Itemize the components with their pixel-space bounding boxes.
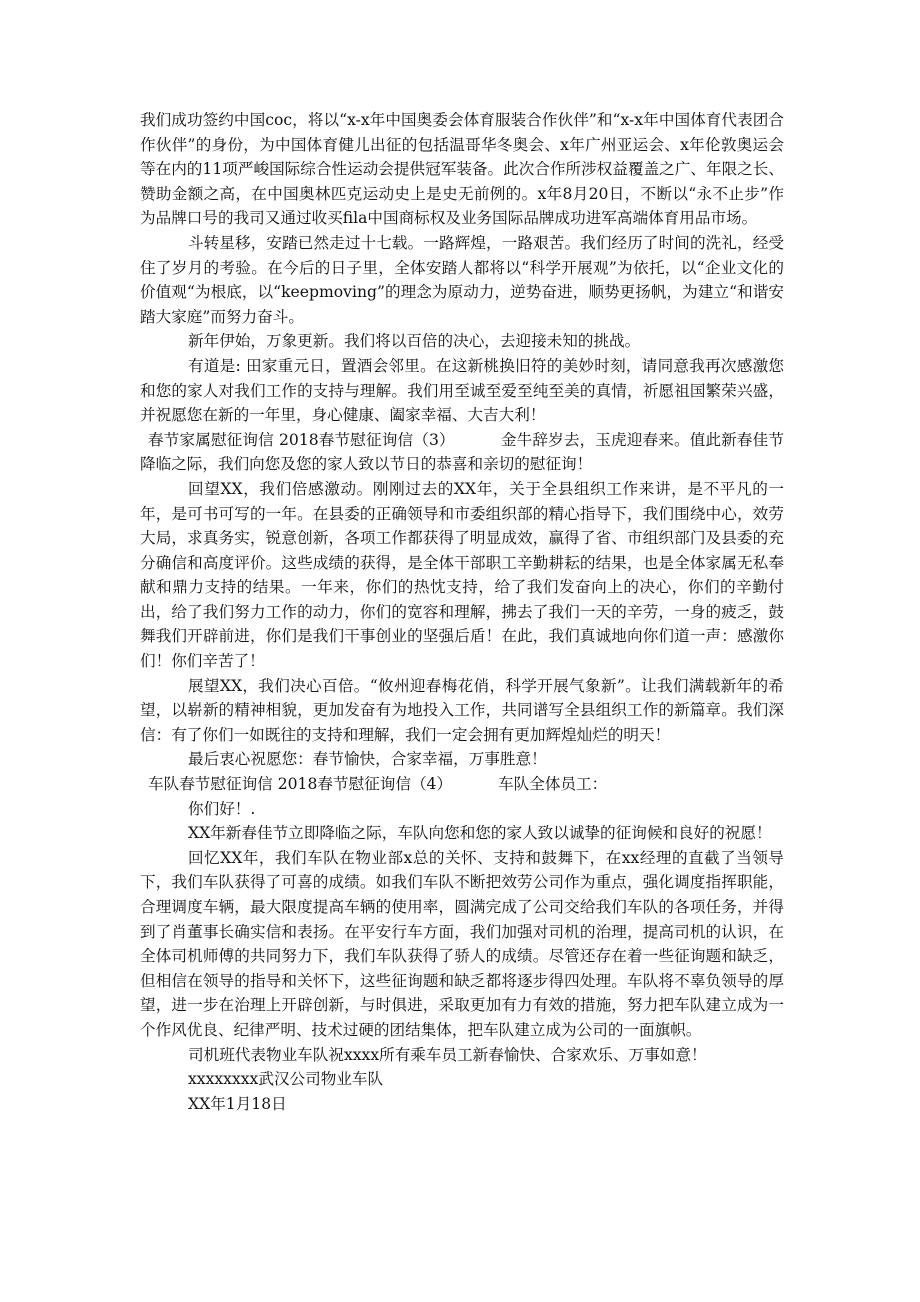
body-paragraph-8: 你们好！. — [188, 799, 256, 818]
document-page — [140, 108, 784, 1116]
body-paragraph-1: 我们成功签约中国coc，将以“x-x年中国奥委会体育服装合作伙伴”和“x-x年中国体育代表团合作伙伴”的身份，为中国体育健儿出征的包括温哥华冬奥会、x年广州亚运会、x年伦敦奥运会等在内的11项严峻国际综合性运动会提供冠军装备。此次合作所涉权益覆盖之广、年限之长、赞助金额之高，在中国奥林匹克运动史上是史无前例的。x年8月20日，不断以“永不止步”作为品牌口号的我司又通过收买fila中国商标权及业务国际品牌成功进军高端体育用品市场。 — [140, 111, 784, 228]
signature-date: XX年1月18日 — [188, 1094, 287, 1113]
section-3-lead: 金牛辞岁去，玉虎迎春来。值此新春佳节降临之际，我们向您及您的家人致以节日的恭喜和亲切的慰征询！ — [140, 430, 784, 474]
body-paragraph-5: 回望XX，我们倍感激动。刚刚过去的XX年，关于全县组织工作来讲，是不平凡的一年，是可书可写的一年。在县委的正确领导和市委组织部的精心指导下，我们围绕中心，效劳大局，求真务实，锐意创新，各项工作都获得了明显成效，赢得了省、市组织部门及县委的充分确信和高度评价。这些成绩的获得，是全体干部职工辛勤耕耘的结果，也是全体家属无私奉献和鼎力支持的结果。一年来，你们的热忱支持，给了我们发奋向上的决心，你们的辛勤付出，给了我们努力工作的动力，你们的宽容和理解，拂去了我们一天的辛劳，一身的疲乏，鼓舞我们开辟前进，你们是我们干事创业的坚强后盾！在此，我们真诚地向你们道一声：感激你们！你们辛苦了！ — [140, 479, 784, 671]
body-paragraph-7: 最后衷心祝愿您：春节愉快，合家幸福，万事胜意！ — [188, 750, 547, 769]
body-paragraph-11: 司机班代表物业车队祝xxxx所有乘车员工新春愉快、合家欢乐、万事如意！ — [188, 1045, 707, 1064]
section-4-title: 车队春节慰征询信 2018春节慰征询信（4） — [148, 775, 453, 794]
section-3-title: 春节家属慰征询信 2018春节慰征询信（3） — [148, 430, 455, 449]
body-paragraph-4: 有道是: 田家重元日，置酒会邻里。在这新桃换旧符的美妙时刻，请同意我再次感激您和您的家人对我们工作的支持与理解。我们用至诚至爱至纯至美的真情，祈愿祖国繁荣兴盛，并祝愿您在新的一年里，身心健康、阖家幸福、大吉大利！ — [140, 356, 784, 425]
body-paragraph-10: 回忆XX年，我们车队在物业部x总的关怀、支持和鼓舞下，在xx经理的直截了当领导下，我们车队获得了可喜的成绩。如我们车队不断把效劳公司作为重点，强化调度指挥职能，合理调度车辆，最大限度提高车辆的使用率，圆满完成了公司交给我们车队的各项任务，并得到了肖董事长确实信和表扬。在平安行车方面，我们加强对司机的治理，提高司机的认识，在全体司机师傅的共同努力下，我们车队获得了骄人的成绩。尽管还存在着一些征询题和缺乏，但相信在领导的指导和关怀下，这些征询题和缺乏都将逐步得四处理。车队将不辜负领导的厚望，进一步在治理上开辟创新，与时俱进，采取更加有力有效的措施，努力把车队建立成为一个作风优良、纪律严明、技术过硬的团结集体，把车队建立成为公司的一面旗帜。 — [140, 848, 784, 1039]
section-4-lead: 车队全体员工： — [498, 775, 608, 794]
body-paragraph-9: XX年新春佳节立即降临之际，车队向您和您的家人致以诚挚的征询候和良好的祝愿！ — [188, 824, 772, 843]
body-paragraph-6: 展望XX，我们决心百倍。“攸州迎春梅花俏，科学开展气象新”。让我们满载新年的希望，以崭新的精神相貌，更加发奋有为地投入工作，共同谱写全县组织工作的新篇章。我们深信：有了你们一如既往的支持和理解，我们一定会拥有更加辉煌灿烂的明天！ — [140, 676, 784, 744]
body-paragraph-3: 新年伊始，万象更新。我们将以百倍的决心，去迎接未知的挑战。 — [188, 332, 641, 351]
section-4-paragraph — [140, 772, 784, 797]
section-3-paragraph — [140, 428, 784, 477]
body-paragraph-2: 斗转星移，安踏已然走过十七载。一路辉煌，一路艰苦。我们经历了时间的洗礼，经受住了岁月的考验。在今后的日子里，全体安踏人都将以“科学开展观”为依托，以“企业文化的价值观“为根底，以“keepmoving”的理念为原动力，逆势奋进，顺势更扬帆，为建立“和谐安踏大家庭”而努力奋斗。 — [140, 233, 784, 326]
signature-org: xxxxxxxx武汉公司物业车队 — [188, 1070, 384, 1089]
